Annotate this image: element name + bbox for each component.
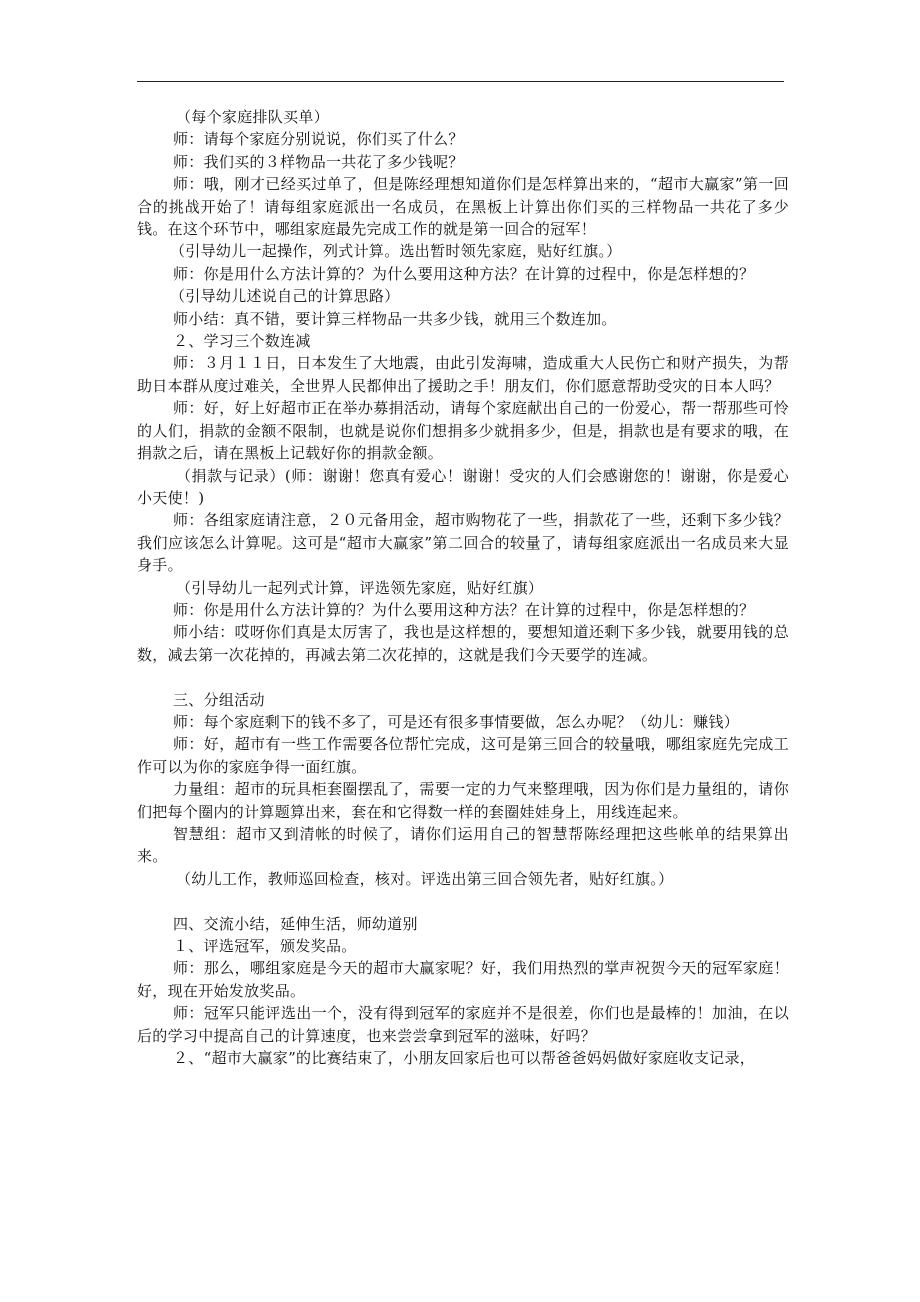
- paragraph: 师：各组家庭请注意，２０元备用金，超市购物花了一些，捐款花了一些，还剩下多少钱？我们应该怎么计算呢。这可是“超市大赢家”第二回合的较量了，请每组家庭派出一名成员来大显身手。: [137, 511, 789, 575]
- paragraph: 师：每个家庭剩下的钱不多了，可是还有很多事情要做，怎么办呢？（幼儿：赚钱）: [173, 712, 740, 731]
- paragraph: 师：你是用什么方法计算的？为什么要用这种方法？在计算的过程中，你是怎样想的？: [173, 600, 755, 619]
- paragraph: 力量组：超市的玩具柜套圈摆乱了，需要一定的力气来整理哦，因为你们是力量组的，请你们把每个圈内的计算题算出来，套在和它得数一样的套圈娃娃身上，用线连起来。: [137, 780, 789, 821]
- paragraph: （引导幼儿述说自己的计算思路）: [170, 287, 400, 306]
- paragraph: 师：那么，哪组家庭是今天的超市大赢家呢？好，我们用热烈的掌声祝贺今天的冠军家庭！好，现在开始发放奖品。: [137, 959, 789, 1000]
- paragraph-gap: [137, 890, 789, 912]
- paragraph: （每个家庭排队买单）: [176, 108, 330, 126]
- paragraph: 师小结：真不错，要计算三样物品一共多少钱，就用三个数连加。: [173, 309, 617, 328]
- paragraph: 师：３月１１日，日本发生了大地震，由此引发海啸，造成重大人民伤亡和财产损失，为帮助日本群从度过难关，全世界人民都伸出了援助之手！朋友们，你们愿意帮助受灾的日本人吗？: [137, 354, 789, 395]
- document-body: [137, 106, 789, 1069]
- section-heading: 三、分组活动: [173, 690, 265, 709]
- paragraph: 师：你是用什么方法计算的？为什么要用这种方法？在计算的过程中，你是怎样想的？: [173, 264, 755, 283]
- paragraph: 师：请每个家庭分别说说，你们买了什么？: [173, 130, 464, 149]
- paragraph: 师：冠军只能评选出一个，没有得到冠军的家庭并不是很差，你们也是最棒的！加油，在以后的学习中提高自己的计算速度，也来尝尝拿到冠军的滋味，好吗？: [137, 1004, 789, 1045]
- paragraph: （引导幼儿一起列式计算，评选领先家庭，贴好红旗）: [176, 578, 544, 597]
- section-subheading: ２、学习三个数连减: [173, 332, 311, 351]
- paragraph: 师小结：哎呀你们真是太厉害了，我也是这样想的，要想知道还剩下多少钱，就要用钱的总数，减去第一次花掉的，再减去第二次花掉的，这就是我们今天要学的连减。: [137, 623, 789, 664]
- paragraph: 师：好，好上好超市正在举办募捐活动，请每个家庭献出自己的一份爱心，帮一帮那些可怜的人们，捐款的金额不限制，也就是说你们想捐多少就捐多少，但是，捐款也是有要求的哦，在捐款之后，请在黑板上记载好你的捐款金额。: [137, 399, 789, 463]
- paragraph: 师：我们买的３样物品一共花了多少钱呢？: [173, 152, 464, 171]
- paragraph: ２、“超市大赢家”的比赛结束了，小朋友回家后也可以帮爸爸妈妈做好家庭收支记录，: [173, 1049, 756, 1068]
- section-subheading: １、评选冠军，颁发奖品。: [173, 937, 357, 955]
- paragraph: 师：哦，刚才已经买过单了，但是陈经理想知道你们是怎样算出来的，“超市大赢家”第一回合的挑战开始了！请每组家庭派出一名成员，在黑板上计算出你们买的三样物品一共花了多少钱。在这个环节中，哪组家庭最先完成工作的就是第一回合的冠军！: [137, 175, 789, 239]
- section-heading: 四、交流小结，延伸生活，师幼道别: [173, 914, 418, 933]
- paragraph: （捐款与记录）(师：谢谢！您真有爱心！谢谢！受灾的人们会感谢您的！谢谢，你是爱心小天使！): [137, 466, 789, 507]
- paragraph-gap: [137, 666, 789, 688]
- paragraph: 师：好，超市有一些工作需要各位帮忙完成，这可是第三回合的较量哦，哪组家庭先完成工作可以为你的家庭争得一面红旗。: [137, 735, 789, 776]
- header-rule: [137, 81, 784, 82]
- paragraph: （幼儿工作，教师巡回检查，核对。评选出第三回合领先者，贴好红旗。）: [176, 869, 674, 888]
- paragraph: （引导幼儿一起操作，列式计算。选出暂时领先家庭，贴好红旗。）: [170, 242, 622, 261]
- paragraph: 智慧组：超市又到清帐的时候了，请你们运用自己的智慧帮陈经理把这些帐单的结果算出来。: [137, 824, 789, 866]
